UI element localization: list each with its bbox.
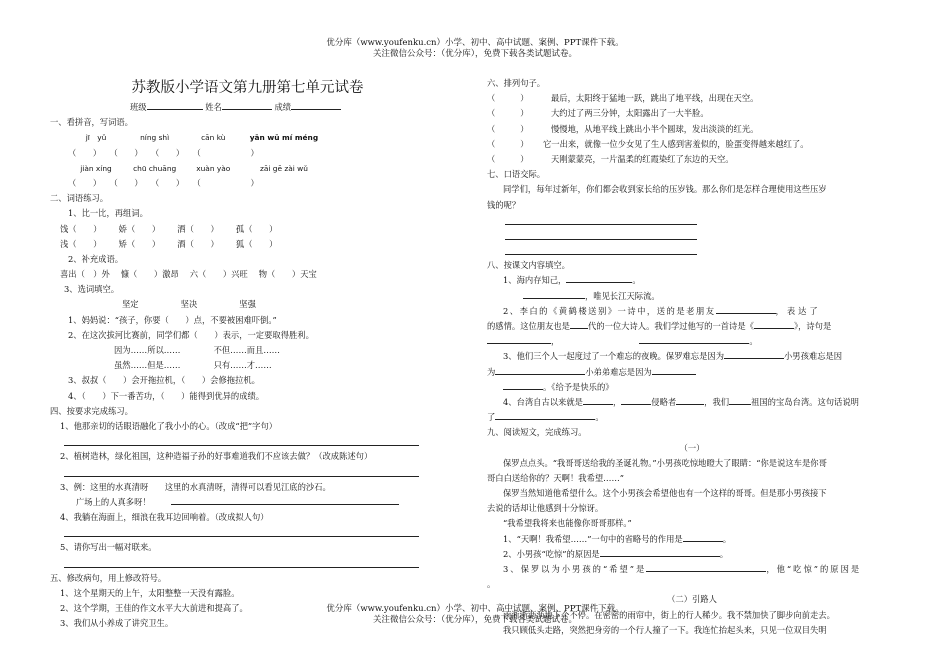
correction-q2: 2、这个学期，王佳的作文水平大大前进和提高了。	[60, 603, 248, 614]
correction-q3: 3、我们从小养成了讲究卫生。	[60, 618, 174, 629]
section-9-heading: 九、阅读短文，完成练习。	[487, 427, 587, 438]
passage-2-title: （二）引路人	[667, 594, 717, 605]
compare-row-2	[50, 237, 445, 252]
exercise-q3-prompt: 广场上的人真多呀！	[50, 495, 445, 510]
compare-item[interactable]: 洒（ ）	[177, 223, 219, 234]
score-blank[interactable]	[291, 100, 341, 110]
compare-item[interactable]: 酒（ ）	[177, 238, 219, 249]
reading-q3-end: 。	[487, 579, 496, 590]
pinyin-row-1	[50, 130, 445, 145]
header-line-2: 关注微信公众号：（优分库），免费下载各类试题试卷。	[372, 49, 577, 59]
fill-q3-line-2: 为 小弟弟难忘是因为	[487, 365, 897, 380]
fill-blank[interactable]	[676, 395, 704, 405]
exercise-q2: 2、植树造林，绿化祖国，这种造福子孙的好事难道我们不应该去做？（改成陈述句）	[60, 451, 373, 462]
fill-blank[interactable]	[621, 395, 651, 405]
subsection-idioms: 2、补充成语。	[68, 253, 124, 264]
word-choice-q1: 1、妈妈说：“孩子，你要（ ）点，不要被困难吓倒。”	[68, 314, 277, 325]
pinyin-answer-row-1[interactable]: （ ） （ ） （ ） （ ）	[68, 147, 259, 158]
fill-q2-line-1: 2、李白的《黄鹤楼送别》一诗中，送的是老朋友 ，表达了	[503, 305, 821, 316]
compare-item[interactable]: 饯（ ）	[60, 223, 102, 234]
compare-item[interactable]: 娇（ ）	[118, 223, 161, 234]
exercise-q4: 4、我躺在海面上，细浪在我耳边回响着。（改成拟人句）	[60, 512, 269, 523]
conjunction-row-1: 因为……所以…… 不但……而且……	[114, 345, 280, 355]
fill-blank[interactable]	[754, 319, 794, 329]
section-2-heading: 二、词语练习。	[50, 193, 109, 204]
exam-title: 苏教版小学语文第九册第七单元试卷	[131, 80, 364, 96]
subsection-compare: 1、比一比，再组词。	[68, 208, 148, 219]
pinyin-item: zāi gē zài wǔ	[259, 163, 308, 173]
footer-line-1: 优分库（www.youfenku.cn）小学、初中、高中试题、案例、PPT课件下载。	[326, 604, 624, 614]
fill-blank[interactable]	[583, 395, 613, 405]
exercise-q3-example: 3、例：这里的水真清呀 这里的水真清呀，清得可以看见江底的沙石。	[60, 481, 331, 492]
fill-q4-line-2: 了 。	[487, 412, 604, 423]
passage-1-line: 保罗当然知道他希望什么。这个小男孩会希望他也有一个这样的哥哥。但是那小男孩接下	[503, 488, 827, 499]
order-blank[interactable]: （ ）	[487, 138, 529, 149]
word-choice-q2: 2、在这次拔河比赛前，同学们都（ ）表示，一定要取得胜利。	[68, 329, 314, 340]
fill-blank[interactable]	[503, 380, 543, 390]
section-1-heading: 一、看拼音，写词语。	[50, 117, 133, 128]
word-choice: 坚定	[122, 299, 139, 310]
reading-q1: 1、“天啊！我希望……”一句中的省略号的作用是 。	[503, 533, 732, 544]
pinyin-item: jī yǔ	[85, 133, 107, 143]
pinyin-item: xuàn yào	[196, 163, 231, 173]
ordering-item: （ ） 天刚蒙蒙亮，一片温柔的红霞染红了东边的天空。	[487, 152, 897, 167]
right-column	[487, 76, 897, 638]
answer-line[interactable]	[171, 495, 399, 505]
pinyin-item: cān kù	[201, 133, 226, 143]
fill-blank[interactable]	[487, 334, 551, 344]
fill-q2-line-3: ， 。	[487, 334, 897, 349]
passage-1-line: 哥白白送给你的？天啊！我希望……”	[487, 472, 624, 483]
answer-line[interactable]	[505, 213, 697, 228]
section-5-heading: 五、修改病句，用上修改符号。	[50, 572, 167, 583]
word-choice-q3: 3、叔叔（ ）会开拖拉机，（ ）会修拖拉机。	[68, 375, 260, 386]
pinyin-item: níng shì	[140, 133, 170, 143]
name-label: 姓名	[205, 102, 222, 112]
header-line-1: 优分库（www.youfenku.cn）小学、初中、高中试题、案例、PPT课件下载。	[326, 38, 624, 48]
word-choice: 坚强	[239, 299, 256, 310]
correction-q1: 1、这个星期天的上午，太阳整整一天没有露脸。	[60, 588, 240, 598]
compare-item[interactable]: 矫（ ）	[118, 238, 161, 249]
compare-row-1	[50, 222, 445, 237]
fill-q2-line-2: 的感情。这位朋友也是 代的一位大诗人。我们学过他写的一首诗是《 》，诗句是	[487, 321, 832, 331]
answer-line[interactable]	[64, 525, 419, 540]
page-footer	[0, 604, 950, 626]
left-column	[50, 76, 445, 632]
passage-2-line: 雨淅淅沥沥地下个不停。在密密的雨帘中，街上的行人稀少。我不禁加快了脚步向前走去。	[503, 609, 835, 620]
name-blank[interactable]	[222, 100, 272, 110]
fill-q1-line-1: 1、海内存知己， 。	[503, 275, 641, 286]
fill-blank[interactable]	[729, 395, 751, 405]
student-info-row	[50, 100, 445, 115]
idioms-row[interactable]: 喜出（ ）外 慷（ ）激昂 六（ ）兴旺 物（ ）天宝	[60, 269, 317, 280]
fill-blank[interactable]	[724, 349, 784, 359]
pinyin-item: jiàn xíng	[80, 163, 112, 173]
ordering-item: （ ） 最后，太阳终于猛地一跃，跳出了地平线，出现在天空。	[487, 91, 897, 106]
word-choice-q4: 4、（ ）下一番苦功，（ ）能得到优异的成绩。	[68, 390, 265, 401]
answer-line[interactable]	[64, 556, 419, 571]
order-blank[interactable]: （ ）	[487, 153, 529, 164]
ordering-item: （ ） 慢慢地，从地平线上跳出小半个圆球，发出淡淡的红光。	[487, 122, 897, 137]
reading-q3: 3、保罗以为小男孩的“希望”是 ，他“吃惊”的原因是	[503, 564, 862, 574]
pinyin-item: chū chuāng	[133, 163, 177, 173]
fill-q1-line-2: ，唯见长江天际流。	[487, 289, 897, 304]
fill-blank[interactable]	[566, 273, 632, 283]
page-header	[0, 38, 950, 60]
passage-1-line: 保罗点点头。“我哥哥送给我的圣诞礼物。”小男孩吃惊地瞪大了眼睛：“你是说这车是你哥	[503, 457, 827, 468]
fill-blank[interactable]	[652, 365, 696, 375]
class-label: 班级	[130, 102, 147, 112]
speaking-prompt-line-1: 同学们，每年过新年，你们都会收到家长给的压岁钱。那么你们是怎样合理使用这些压岁	[503, 184, 827, 195]
compare-item[interactable]: 狐（ ）	[235, 238, 278, 249]
word-choices-row	[50, 297, 445, 312]
fill-blank[interactable]	[570, 319, 588, 329]
footer-line-2: 关注微信公众号：（优分库），免费下载各类试题试卷。	[372, 615, 577, 625]
order-blank[interactable]: （ ）	[487, 108, 529, 119]
fill-blank[interactable]	[495, 410, 595, 420]
section-8-heading: 八、按课文内容填空。	[487, 260, 570, 271]
exercise-q1: 1、他那亲切的话眼语融化了我小小的心。（改成“把”字句）	[60, 420, 278, 431]
fill-q3-line-1: 3、他们三个人一起度过了一个难忘的夜晚。保罗难忘是因为 小男孩难忘是因	[503, 351, 843, 362]
compare-item[interactable]: 浅（ ）	[60, 238, 102, 249]
class-blank[interactable]	[147, 100, 203, 110]
fill-q3-line-3: 。《给予是快乐的》	[487, 380, 897, 395]
order-blank[interactable]: （ ）	[487, 123, 529, 134]
compare-item[interactable]: 孤（ ）	[235, 223, 278, 234]
subsection-word-choice: 3、选词填空。	[64, 284, 120, 295]
fill-blank[interactable]	[646, 562, 766, 572]
speaking-prompt-line-2: 钱的呢？	[487, 199, 521, 210]
fill-blank[interactable]	[523, 289, 585, 299]
ordering-item: （ ） 它一出来，就像一位少女见了生人感到害羞似的，脸蛋变得越来越红了。	[487, 137, 897, 152]
ordering-item: （ ） 大约过了两三分钟，太阳露出了一大半脸。	[487, 106, 897, 121]
passage-1-title: （一）	[679, 442, 705, 453]
passage-2-line: 我只顾低头走路，突然把身旁的一个行人撞了一下。我连忙抬起头来，只见一位双目失明	[503, 624, 827, 635]
exercise-q5: 5、请你写出一幅对联来。	[60, 542, 157, 553]
reading-q2: 2、小男孩“吃惊”的原因是 。	[503, 548, 729, 559]
answer-line[interactable]	[505, 243, 697, 258]
section-4-heading: 四、按要求完成练习。	[50, 405, 133, 416]
word-choice: 坚决	[180, 299, 198, 310]
passage-1-line: 去说的话却让他感到十分惊讶。	[487, 503, 604, 514]
fill-blank[interactable]	[600, 547, 720, 557]
pinyin-answer-row-2[interactable]: （ ） （ ） （ ） （ ）	[68, 177, 259, 188]
fill-blank[interactable]	[639, 334, 749, 344]
answer-line[interactable]	[64, 434, 419, 449]
conjunction-row-2: 虽然……但是…… 只有……才……	[114, 360, 272, 371]
fill-q4-line-1: 4、台湾自古以来就是 ， 侵略者 ，我们 祖国的宝岛台湾。这句话说明	[503, 396, 859, 407]
passage-1-line: “我希望我将来也能像你哥哥那样。”	[503, 518, 632, 529]
score-label: 成绩	[274, 102, 292, 112]
order-blank[interactable]: （ ）	[487, 93, 529, 104]
section-6-heading: 六、排列句子。	[487, 78, 546, 88]
pinyin-item: yān wū mí méng	[249, 133, 319, 143]
fill-blank[interactable]	[716, 304, 776, 314]
pinyin-row-2	[50, 161, 445, 176]
fill-blank[interactable]	[683, 532, 723, 542]
answer-line[interactable]	[64, 465, 419, 480]
section-7-heading: 七、口语交际。	[487, 169, 546, 180]
answer-line[interactable]	[505, 228, 697, 243]
fill-blank[interactable]	[495, 365, 585, 375]
